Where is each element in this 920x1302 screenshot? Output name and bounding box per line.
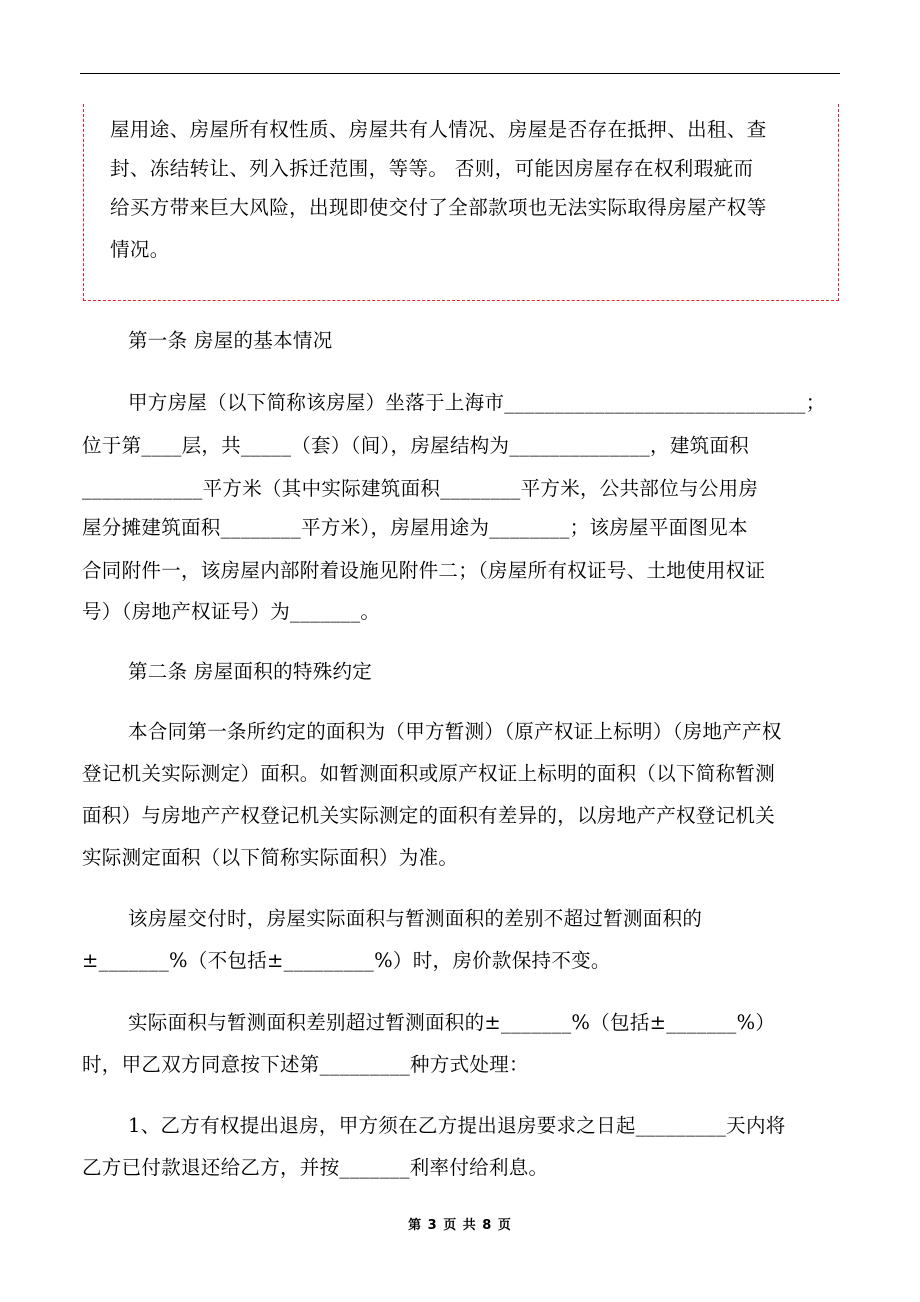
article-1-line: ____________平方米（其中实际建筑面积________平方米，公共部位与公用房 bbox=[82, 477, 759, 500]
article-1-line: 号）（房地产权证号）为_______。 bbox=[82, 600, 381, 623]
notice-line: 屋用途、房屋所有权性质、房屋共有人情况、房屋是否存在抵押、出租、查 bbox=[110, 118, 767, 141]
article-2-paragraph-line: 该房屋交付时，房屋实际面积与暂测面积的差别不超过暂测面积的 bbox=[128, 907, 703, 930]
notice-line: 情况。 bbox=[110, 238, 170, 261]
article-2-paragraph-line: ±_______%（不包括±_________%）时，房价款保持不变。 bbox=[82, 949, 611, 972]
article-2-heading: 第二条 房屋面积的特殊约定 bbox=[128, 660, 373, 683]
article-1-line: 屋分摊建筑面积________平方米），房屋用途为________；该房屋平面图见本 bbox=[82, 516, 748, 539]
article-2-paragraph-line: 登记机关实际测定）面积。如暂测面积或原产权证上标明的面积（以下简称暂测 bbox=[82, 762, 776, 785]
header-rule bbox=[80, 73, 840, 74]
article-2-paragraph-line: 时，甲乙双方同意按下述第_________种方式处理： bbox=[82, 1053, 529, 1076]
article-2-paragraph-line: 1、乙方有权提出退房，甲方须在乙方提出退房要求之日起_________天内将 bbox=[128, 1114, 786, 1137]
page-number: 第 3 页 共 8 页 bbox=[408, 1218, 512, 1233]
notice-line: 封、冻结转让、列入拆迁范围，等等。 否则，可能因房屋存在权利瑕疵而 bbox=[110, 157, 754, 180]
article-1-line: 甲方房屋（以下简称该房屋）坐落于上海市______________________________； bbox=[128, 391, 826, 414]
article-1-line: 合同附件一，该房屋内部附着设施见附件二；（房屋所有权证号、土地使用权证 bbox=[82, 559, 766, 582]
article-1-line: 位于第____层，共_____（套）（间），房屋结构为______________，建筑面积 bbox=[82, 434, 750, 457]
article-2-paragraph-line: 本合同第一条所约定的面积为（甲方暂测）（原产权证上标明）（房地产产权 bbox=[128, 720, 782, 743]
article-2-paragraph-line: 面积）与房地产产权登记机关实际测定的面积有差异的，以房地产产权登记机关 bbox=[82, 804, 776, 827]
article-2-paragraph-line: 实际面积与暂测面积差别超过暂测面积的±_______%（包括±_______%） bbox=[128, 1011, 776, 1034]
notice-line: 给买方带来巨大风险，出现即使交付了全部款项也无法实际取得房屋产权等 bbox=[110, 196, 767, 219]
article-2-paragraph-line: 乙方已付款退还给乙方，并按_______利率付给利息。 bbox=[82, 1156, 549, 1179]
article-2-paragraph-line: 实际测定面积（以下简称实际面积）为准。 bbox=[82, 846, 459, 869]
article-1-heading: 第一条 房屋的基本情况 bbox=[128, 329, 333, 352]
